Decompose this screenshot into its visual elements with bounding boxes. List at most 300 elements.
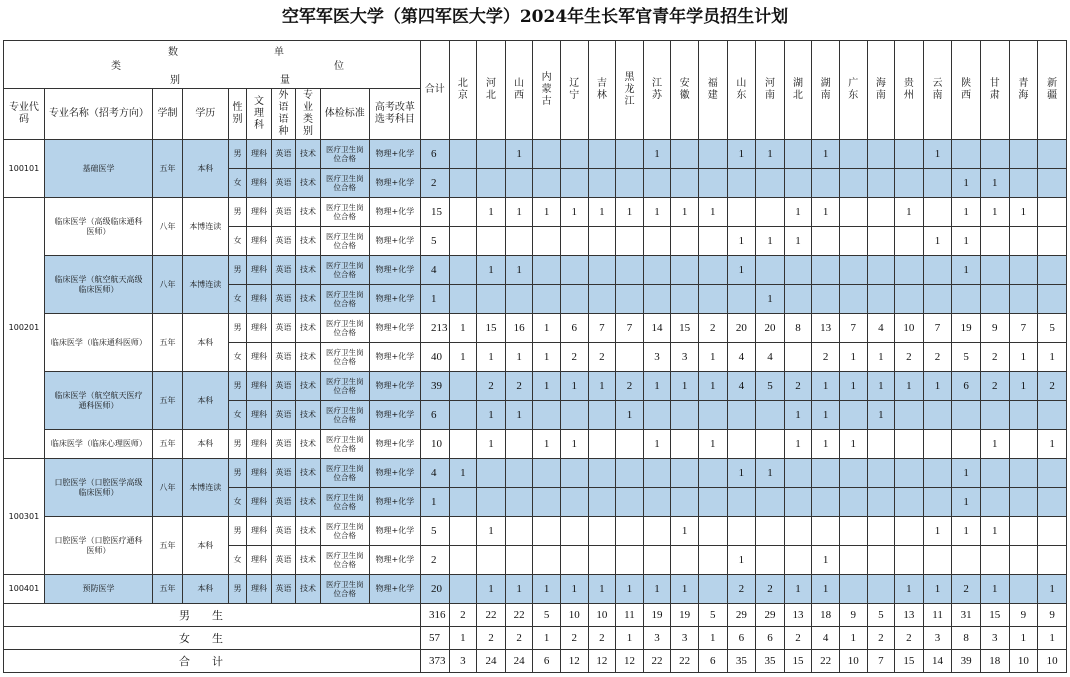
quota-cell [560, 546, 588, 575]
program-degree: 本博连读 [182, 198, 228, 256]
quota-cell [533, 285, 561, 314]
quota-cell [560, 169, 588, 198]
quota-cell: 1 [839, 372, 867, 401]
quota-cell: 1 [952, 256, 981, 285]
quota-cell [588, 169, 616, 198]
header-province: 新疆 [1038, 41, 1067, 140]
totals-sum: 316 [420, 604, 449, 627]
quota-cell: 5 [756, 372, 785, 401]
totals-cell: 2 [449, 604, 477, 627]
quota-cell [560, 256, 588, 285]
program-years: 五年 [153, 314, 183, 372]
quota-cell: 1 [980, 169, 1009, 198]
exam-subjects: 物理+化学 [369, 256, 420, 285]
physical-standard: 医疗卫生岗位合格 [320, 140, 369, 169]
quota-cell [616, 546, 644, 575]
quota-cell: 15 [477, 314, 506, 343]
quota-cell [839, 198, 867, 227]
totals-cell: 8 [952, 627, 981, 650]
totals-cell: 14 [923, 650, 952, 673]
totals-cell: 22 [477, 604, 506, 627]
quota-cell: 1 [756, 285, 785, 314]
quota-cell [839, 169, 867, 198]
quota-cell [449, 227, 477, 256]
quota-cell [449, 546, 477, 575]
header-province: 内蒙古 [533, 41, 561, 140]
gender: 男 [228, 430, 246, 459]
quota-cell: 1 [533, 575, 561, 604]
quota-cell: 1 [449, 343, 477, 372]
totals-cell: 2 [895, 627, 924, 650]
quota-cell [895, 517, 924, 546]
gender: 女 [228, 343, 246, 372]
physical-standard: 医疗卫生岗位合格 [320, 314, 369, 343]
quota-cell [727, 488, 756, 517]
totals-cell: 12 [560, 650, 588, 673]
quota-cell [1009, 256, 1038, 285]
quota-cell [784, 517, 812, 546]
quota-cell [812, 517, 840, 546]
quota-cell [1038, 285, 1067, 314]
quota-cell: 1 [1038, 343, 1067, 372]
quota-cell: 1 [784, 227, 812, 256]
quota-cell [616, 140, 644, 169]
quota-cell [698, 140, 727, 169]
track: 理科 [247, 169, 272, 198]
quota-cell [671, 140, 699, 169]
quota-cell [616, 517, 644, 546]
quota-cell [698, 517, 727, 546]
quota-cell: 1 [505, 401, 533, 430]
quota-cell [477, 169, 506, 198]
track: 理科 [247, 546, 272, 575]
header-province: 云南 [923, 41, 952, 140]
totals-cell: 9 [839, 604, 867, 627]
header-years: 学制 [153, 89, 183, 140]
gender: 男 [228, 517, 246, 546]
quota-cell [867, 169, 895, 198]
quota-cell: 4 [727, 372, 756, 401]
quota-cell [756, 169, 785, 198]
quota-cell: 1 [477, 517, 506, 546]
quota-cell: 1 [923, 575, 952, 604]
program-type: 技术 [296, 488, 321, 517]
header-province: 福建 [698, 41, 727, 140]
totals-cell: 12 [616, 650, 644, 673]
quota-cell [784, 546, 812, 575]
quota-cell [449, 401, 477, 430]
quota-cell [727, 517, 756, 546]
quota-cell [449, 575, 477, 604]
quota-cell [1009, 169, 1038, 198]
quota-cell [449, 140, 477, 169]
totals-cell: 6 [727, 627, 756, 650]
totals-cell: 18 [812, 604, 840, 627]
gender: 男 [228, 256, 246, 285]
exam-subjects: 物理+化学 [369, 575, 420, 604]
gender: 男 [228, 314, 246, 343]
totals-cell: 2 [560, 627, 588, 650]
language: 英语 [271, 285, 296, 314]
header-province: 湖南 [812, 41, 840, 140]
language: 英语 [271, 401, 296, 430]
row-total: 6 [420, 401, 449, 430]
quota-cell [449, 430, 477, 459]
quota-cell: 1 [477, 198, 506, 227]
totals-sum: 373 [420, 650, 449, 673]
exam-subjects: 物理+化学 [369, 430, 420, 459]
quota-cell: 1 [505, 575, 533, 604]
quota-cell: 1 [533, 372, 561, 401]
quota-cell: 1 [643, 575, 671, 604]
totals-cell: 10 [588, 604, 616, 627]
program-code: 100201 [4, 198, 45, 459]
quota-cell: 15 [671, 314, 699, 343]
exam-subjects: 物理+化学 [369, 488, 420, 517]
program-years: 五年 [153, 517, 183, 575]
header-province: 安徽 [671, 41, 699, 140]
quota-cell [812, 256, 840, 285]
quota-cell: 1 [643, 198, 671, 227]
program-code: 100301 [4, 459, 45, 575]
quota-cell [1009, 401, 1038, 430]
quota-cell: 1 [698, 430, 727, 459]
quota-cell [588, 546, 616, 575]
quota-cell [533, 459, 561, 488]
quota-cell [812, 488, 840, 517]
exam-subjects: 物理+化学 [369, 546, 420, 575]
quota-cell: 2 [952, 575, 981, 604]
quota-cell [952, 430, 981, 459]
quota-cell: 1 [952, 198, 981, 227]
totals-cell: 7 [867, 650, 895, 673]
header-type: 专业类别 [296, 89, 321, 140]
exam-subjects: 物理+化学 [369, 169, 420, 198]
quota-cell [560, 459, 588, 488]
program-type: 技术 [296, 256, 321, 285]
quota-cell [671, 169, 699, 198]
quota-cell [867, 198, 895, 227]
language: 英语 [271, 575, 296, 604]
physical-standard: 医疗卫生岗位合格 [320, 256, 369, 285]
quota-cell [698, 401, 727, 430]
program-name: 临床医学（临床通科医师） [44, 314, 152, 372]
quota-cell [980, 401, 1009, 430]
quota-cell [671, 546, 699, 575]
quota-cell: 2 [895, 343, 924, 372]
quota-cell [505, 169, 533, 198]
quota-cell: 1 [643, 140, 671, 169]
gender: 男 [228, 575, 246, 604]
quota-cell: 1 [727, 546, 756, 575]
table-row [4, 459, 1067, 488]
track: 理科 [247, 459, 272, 488]
quota-cell: 1 [643, 430, 671, 459]
quota-cell: 3 [643, 343, 671, 372]
quota-cell: 1 [727, 227, 756, 256]
quota-cell [1038, 169, 1067, 198]
quota-cell: 1 [477, 430, 506, 459]
quota-cell [616, 256, 644, 285]
quota-cell [895, 169, 924, 198]
program-name: 临床医学（航空航天高级临床医师） [44, 256, 152, 314]
quota-cell: 1 [895, 372, 924, 401]
totals-cell: 24 [505, 650, 533, 673]
quota-cell: 1 [784, 401, 812, 430]
quota-cell: 2 [698, 314, 727, 343]
header-physical: 体检标准 [320, 89, 369, 140]
totals-cell: 3 [980, 627, 1009, 650]
quota-cell [505, 227, 533, 256]
quota-cell [756, 546, 785, 575]
program-name: 临床医学（临床心理医师） [44, 430, 152, 459]
totals-label: 合计 [4, 650, 421, 673]
gender: 女 [228, 401, 246, 430]
quota-cell: 1 [616, 198, 644, 227]
quota-cell [1009, 140, 1038, 169]
quota-cell [449, 256, 477, 285]
quota-cell: 10 [895, 314, 924, 343]
quota-cell: 1 [839, 343, 867, 372]
quota-cell [1009, 227, 1038, 256]
quota-cell: 2 [980, 372, 1009, 401]
quota-cell [784, 488, 812, 517]
program-type: 技术 [296, 285, 321, 314]
program-type: 技术 [296, 314, 321, 343]
program-code: 100401 [4, 575, 45, 604]
header-province: 湖北 [784, 41, 812, 140]
header-row [4, 41, 1067, 89]
quota-cell [449, 198, 477, 227]
totals-cell: 15 [895, 650, 924, 673]
program-degree: 本科 [182, 575, 228, 604]
quota-cell [895, 546, 924, 575]
quota-cell [560, 227, 588, 256]
program-years: 五年 [153, 140, 183, 198]
totals-cell: 15 [980, 604, 1009, 627]
exam-subjects: 物理+化学 [369, 401, 420, 430]
quota-cell [980, 285, 1009, 314]
totals-cell: 6 [756, 627, 785, 650]
track: 理科 [247, 227, 272, 256]
totals-cell: 5 [867, 604, 895, 627]
quota-cell [812, 459, 840, 488]
program-name: 口腔医学（口腔医学高级临床医师） [44, 459, 152, 517]
quota-cell: 9 [980, 314, 1009, 343]
totals-cell: 1 [839, 627, 867, 650]
quota-cell [784, 343, 812, 372]
quota-cell [756, 256, 785, 285]
quota-cell [812, 285, 840, 314]
quota-cell [867, 256, 895, 285]
quota-cell [588, 285, 616, 314]
quota-cell [923, 430, 952, 459]
header-province: 江苏 [643, 41, 671, 140]
program-type: 技术 [296, 140, 321, 169]
program-type: 技术 [296, 227, 321, 256]
quota-cell [616, 459, 644, 488]
quota-cell: 5 [1038, 314, 1067, 343]
quota-cell: 1 [477, 401, 506, 430]
quota-cell [505, 459, 533, 488]
quota-cell [449, 169, 477, 198]
row-total: 4 [420, 256, 449, 285]
quota-cell: 2 [477, 372, 506, 401]
quota-cell: 1 [560, 430, 588, 459]
quota-cell: 1 [812, 401, 840, 430]
language: 英语 [271, 430, 296, 459]
quota-cell: 1 [449, 314, 477, 343]
table-row [4, 372, 1067, 401]
quota-cell: 1 [505, 343, 533, 372]
quota-cell [616, 285, 644, 314]
quota-cell: 1 [867, 372, 895, 401]
quota-cell [560, 140, 588, 169]
quota-cell: 1 [952, 517, 981, 546]
totals-cell: 2 [867, 627, 895, 650]
header-province: 辽宁 [560, 41, 588, 140]
quota-cell [643, 401, 671, 430]
quota-cell [980, 459, 1009, 488]
header-diagonal-char: 量 [280, 75, 290, 86]
quota-cell [533, 488, 561, 517]
quota-cell [952, 140, 981, 169]
header-name: 专业名称（招考方向） [44, 89, 152, 140]
quota-cell [643, 256, 671, 285]
quota-cell [698, 575, 727, 604]
quota-cell: 1 [698, 198, 727, 227]
header-diagonal-char: 数 [168, 47, 178, 58]
quota-cell [698, 227, 727, 256]
quota-cell [952, 546, 981, 575]
quota-cell: 1 [867, 343, 895, 372]
header-track: 文理科 [247, 89, 272, 140]
quota-cell [756, 430, 785, 459]
quota-cell [1009, 488, 1038, 517]
program-degree: 本科 [182, 372, 228, 430]
quota-cell [643, 227, 671, 256]
quota-cell [839, 140, 867, 169]
quota-cell [698, 256, 727, 285]
quota-cell [533, 227, 561, 256]
quota-cell [533, 401, 561, 430]
quota-cell: 1 [477, 343, 506, 372]
program-degree: 本科 [182, 517, 228, 575]
quota-cell [588, 430, 616, 459]
quota-cell [756, 517, 785, 546]
exam-subjects: 物理+化学 [369, 343, 420, 372]
header-province: 海南 [867, 41, 895, 140]
quota-cell [643, 285, 671, 314]
quota-cell [643, 517, 671, 546]
language: 英语 [271, 459, 296, 488]
table-row [4, 256, 1067, 285]
quota-cell [784, 285, 812, 314]
quota-cell [588, 517, 616, 546]
totals-row [4, 604, 1067, 627]
quota-cell: 1 [1009, 372, 1038, 401]
language: 英语 [271, 546, 296, 575]
track: 理科 [247, 140, 272, 169]
quota-cell: 1 [643, 372, 671, 401]
track: 理科 [247, 256, 272, 285]
quota-cell [1038, 459, 1067, 488]
quota-cell: 2 [505, 372, 533, 401]
quota-cell: 1 [698, 372, 727, 401]
row-total: 40 [420, 343, 449, 372]
quota-cell [784, 169, 812, 198]
quota-cell [727, 430, 756, 459]
quota-cell: 1 [533, 198, 561, 227]
quota-cell [923, 256, 952, 285]
quota-cell [533, 256, 561, 285]
header-degree: 学历 [182, 89, 228, 140]
quota-cell: 1 [560, 198, 588, 227]
track: 理科 [247, 372, 272, 401]
quota-cell [1009, 430, 1038, 459]
quota-cell: 1 [616, 575, 644, 604]
quota-cell: 1 [952, 459, 981, 488]
physical-standard: 医疗卫生岗位合格 [320, 488, 369, 517]
header-province: 贵州 [895, 41, 924, 140]
program-name: 基础医学 [44, 140, 152, 198]
quota-cell: 1 [923, 372, 952, 401]
physical-standard: 医疗卫生岗位合格 [320, 546, 369, 575]
quota-cell: 1 [895, 198, 924, 227]
program-years: 五年 [153, 372, 183, 430]
gender: 女 [228, 546, 246, 575]
quota-cell [839, 227, 867, 256]
quota-cell [867, 488, 895, 517]
quota-cell [895, 430, 924, 459]
language: 英语 [271, 343, 296, 372]
quota-cell: 1 [756, 227, 785, 256]
quota-cell: 1 [952, 488, 981, 517]
program-degree: 本博连读 [182, 256, 228, 314]
totals-cell: 22 [671, 650, 699, 673]
language: 英语 [271, 488, 296, 517]
totals-cell: 1 [449, 627, 477, 650]
gender: 男 [228, 372, 246, 401]
quota-cell [671, 285, 699, 314]
totals-cell: 2 [505, 627, 533, 650]
quota-cell [756, 488, 785, 517]
quota-cell: 2 [560, 343, 588, 372]
quota-cell [671, 488, 699, 517]
quota-cell [643, 546, 671, 575]
quota-cell [867, 517, 895, 546]
header-province: 山西 [505, 41, 533, 140]
totals-cell: 22 [643, 650, 671, 673]
totals-label: 女生 [4, 627, 421, 650]
totals-cell: 11 [616, 604, 644, 627]
quota-cell [867, 140, 895, 169]
quota-cell: 1 [980, 198, 1009, 227]
quota-cell [643, 169, 671, 198]
header-province: 广东 [839, 41, 867, 140]
quota-cell [784, 459, 812, 488]
quota-cell: 1 [477, 575, 506, 604]
row-total: 213 [420, 314, 449, 343]
totals-cell: 10 [839, 650, 867, 673]
quota-cell: 6 [952, 372, 981, 401]
quota-cell [1009, 285, 1038, 314]
exam-subjects: 物理+化学 [369, 285, 420, 314]
quota-cell [839, 285, 867, 314]
totals-sum: 57 [420, 627, 449, 650]
quota-cell [1009, 459, 1038, 488]
program-type: 技术 [296, 343, 321, 372]
